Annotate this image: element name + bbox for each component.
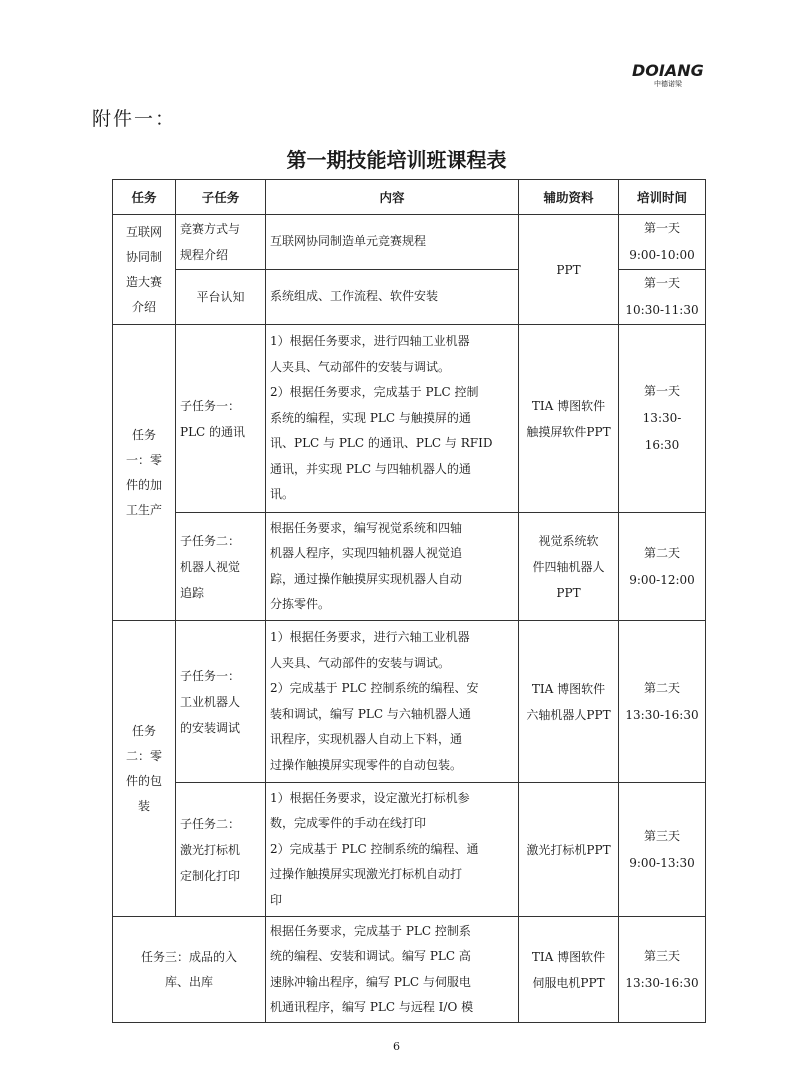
task-line: 任务 (131, 723, 156, 738)
content-line: 2）完成基于 PLC 控制系统的编程、通 (270, 841, 479, 856)
resource-line: 视觉系统软 (538, 533, 599, 548)
content-line: 人夹具、气动部件的安装与调试。 (270, 655, 451, 670)
subtask-line: 子任务二： (180, 533, 241, 548)
subtask-line: 子任务一： (180, 398, 241, 413)
task-line: 工生产 (125, 502, 162, 517)
content-cell (266, 917, 519, 1023)
resources-cell (519, 513, 619, 621)
table-row (113, 513, 706, 621)
content-line: 过操作触摸屏实现零件的自动包装。 (270, 757, 463, 772)
subtask-cell (176, 783, 266, 917)
time-line: 第三天 (643, 828, 680, 843)
time-line: 10:30-11:30 (625, 303, 699, 317)
resource-line: 伺服电机PPT (532, 975, 605, 990)
resource-line: TIA 博图软件 (531, 949, 606, 964)
subtask-cell (176, 513, 266, 621)
subtask-line: 机器人视觉 (180, 559, 241, 574)
resource-line: TIA 博图软件 (531, 681, 606, 696)
content-line: 1）根据任务要求，进行四轴工业机器 (270, 334, 470, 349)
content-line: 通讯，并实现 PLC 与四轴机器人的通 (270, 461, 471, 476)
content-line: 数，完成零件的手动在线打印 (270, 816, 427, 831)
subtask-line: 激光打标机 (180, 842, 241, 857)
subtask-cell (176, 325, 266, 513)
time-line: 第一天 (643, 221, 680, 235)
time-line: 第一天 (643, 384, 680, 398)
task-line: 二：零 (125, 748, 162, 763)
time-line: 16:30 (644, 438, 680, 452)
resources-cell (519, 621, 619, 783)
subtask-line: 追踪 (180, 585, 205, 600)
content-cell (266, 325, 519, 513)
content-line: 过操作触摸屏实现激光打标机自动打 (270, 867, 463, 882)
time-line: 13:30- (642, 411, 682, 425)
table-row (113, 783, 706, 917)
content-line: 2）根据任务要求，完成基于 PLC 控制 (270, 385, 479, 400)
company-logo (632, 62, 702, 92)
subtask-cell (176, 215, 266, 270)
table-row (113, 325, 706, 513)
subtask-cell (176, 621, 266, 783)
resource-line: PPT (556, 585, 581, 600)
resource-line: PPT (556, 262, 581, 277)
content-line: 印 (270, 892, 283, 907)
subtask-line: PLC 的通讯 (180, 424, 246, 439)
content-cell (266, 513, 519, 621)
content-line: 分拣零件。 (270, 597, 331, 611)
content-line: 根据任务要求，编写视觉系统和四轴 (270, 520, 463, 535)
subtask-line: 子任务二： (180, 816, 241, 831)
page-number: 6 (393, 1040, 400, 1053)
content-line: 2）完成基于 PLC 控制系统的编程、安 (270, 681, 479, 695)
header-task: 任务 (113, 180, 176, 215)
content-line: 统的编程、安装和调试。编写 PLC 高 (270, 949, 471, 963)
document-title: 第一期技能培训班课程表 (286, 148, 507, 172)
table-header-row (113, 180, 706, 215)
time-cell (619, 325, 706, 513)
content-line: 讯。 (270, 487, 295, 502)
resource-line: 六轴机器人PPT (526, 707, 611, 722)
task-line: 一：零 (125, 452, 162, 467)
header-resources: 辅助资料 (519, 180, 619, 215)
content-line: 装和调试，编写 PLC 与六轴机器人通 (270, 706, 471, 721)
time-line: 第三天 (643, 948, 680, 963)
content-line: 1）根据任务要求，进行六轴工业机器 (270, 630, 470, 644)
content-cell (266, 270, 519, 325)
time-cell (619, 917, 706, 1023)
logo-wordmark: DOIANG (632, 61, 704, 80)
subtask-line: 工业机器人 (180, 694, 241, 709)
table-row (113, 621, 706, 783)
task-line: 件的加 (125, 477, 162, 492)
time-cell (619, 621, 706, 783)
content-line: 人夹具、气动部件的安装与调试。 (270, 359, 451, 374)
task-line: 任务三：成品的入 (140, 949, 237, 964)
resource-line: TIA 博图软件 (531, 398, 606, 413)
subtask-line: 规程介绍 (180, 248, 229, 262)
time-line: 9:00-12:00 (629, 572, 695, 587)
subtask-line: 平台认知 (196, 290, 245, 304)
task-cell (113, 621, 176, 917)
header-time: 培训时间 (619, 180, 706, 215)
time-line: 13:30-16:30 (625, 707, 699, 722)
task-line: 互联网 (125, 224, 162, 239)
table-row (113, 215, 706, 270)
course-schedule-table (112, 179, 706, 1023)
task-line: 装 (137, 798, 150, 813)
time-line: 13:30-16:30 (625, 975, 699, 990)
content-line: 机器人程序，实现四轴机器人视觉追 (270, 546, 463, 560)
resources-cell (519, 215, 619, 325)
time-line: 第二天 (643, 545, 680, 560)
subtask-cell (176, 270, 266, 325)
task-cell (113, 917, 266, 1023)
resources-cell (519, 783, 619, 917)
task-line: 任务 (131, 427, 156, 442)
time-cell (619, 783, 706, 917)
task-line: 造大赛 (125, 274, 162, 289)
task-line: 件的包 (125, 773, 162, 788)
resources-cell (519, 325, 619, 513)
time-line: 第二天 (643, 680, 680, 695)
resource-line: 触摸屏软件PPT (526, 424, 611, 439)
resource-line: 激光打标机PPT (526, 842, 611, 857)
subtask-line: 子任务一： (180, 668, 241, 683)
content-line: 根据任务要求，完成基于 PLC 控制系 (270, 923, 471, 938)
content-line: 踪，通过操作触摸屏实现机器人自动 (270, 571, 463, 586)
task-line: 库、出库 (164, 974, 213, 989)
attachment-label: 附件一： (92, 108, 177, 130)
content-cell (266, 621, 519, 783)
time-cell (619, 215, 706, 270)
task-line: 协同制 (125, 249, 162, 264)
content-line: 讯程序，实现机器人自动上下料，通 (270, 732, 463, 746)
content-line: 机通讯程序，编写 PLC 与远程 I/O 模 (270, 1000, 474, 1014)
header-subtask: 子任务 (176, 180, 266, 215)
header-content: 内容 (266, 180, 519, 215)
resource-line: 件四轴机器人 (532, 559, 605, 574)
content-cell (266, 215, 519, 270)
logo-subtitle: 中德诺梁 (654, 80, 682, 88)
task-cell (113, 325, 176, 621)
content-line: 1）根据任务要求，设定激光打标机参 (270, 790, 470, 805)
content-line: 互联网协同制造单元竞赛规程 (270, 234, 427, 249)
subtask-line: 定制化打印 (180, 868, 241, 883)
time-line: 第一天 (643, 276, 680, 290)
time-cell (619, 270, 706, 325)
content-line: 讯、PLC 与 PLC 的通讯、PLC 与 RFID (270, 436, 493, 451)
content-line: 系统组成、工作流程、软件安装 (270, 289, 439, 304)
subtask-line: 的安装调试 (180, 720, 241, 735)
content-line: 速脉冲输出程序，编写 PLC 与伺服电 (270, 974, 471, 989)
time-cell (619, 513, 706, 621)
time-line: 9:00-13:30 (629, 855, 695, 870)
task-line: 介绍 (131, 299, 156, 314)
time-line: 9:00-10:00 (629, 248, 695, 262)
table-row (113, 917, 706, 1023)
task-cell (113, 215, 176, 325)
subtask-line: 竞赛方式与 (180, 222, 241, 236)
resources-cell (519, 917, 619, 1023)
content-cell (266, 783, 519, 917)
content-line: 系统的编程，实现 PLC 与触摸屏的通 (270, 410, 471, 425)
